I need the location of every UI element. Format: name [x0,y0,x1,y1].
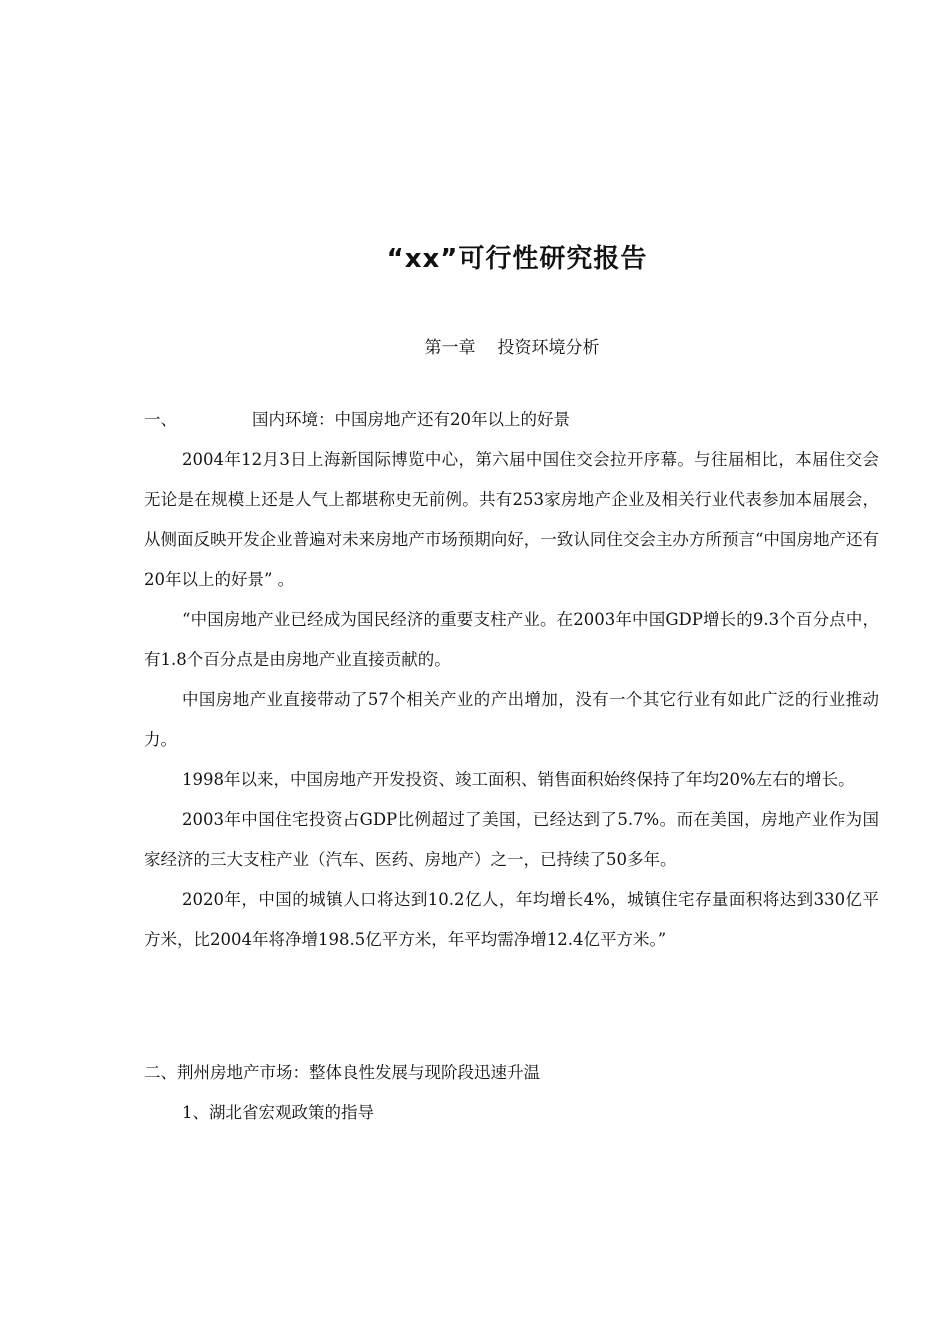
section-1-number: 一、 [144,410,177,429]
chapter-label: 第一章 [424,338,476,358]
section-2-heading: 二、荆州房地产市场：整体良性发展与现阶段迅速升温 [144,1063,540,1082]
paragraph: 2003年中国住宅投资占GDP比例超过了美国，已经达到了5.7%。而在美国，房地产业作为国家经济的三大支柱产业（汽车、医药、房地产）之一，已持续了50多年。 [144,810,879,869]
section-1-heading [144,400,879,440]
paragraph: 中国房地产业直接带动了57个相关产业的产出增加，没有一个其它行业有如此广泛的行业推动力。 [144,690,879,749]
paragraph: 2020年，中国的城镇人口将达到10.2亿人，年均增长4%，城镇住宅存量面积将达到330亿平方米，比2004年将净增198.5亿平方米，年平均需净增12.4亿平方米。” [144,890,879,949]
chapter-name: 投资环境分析 [497,338,600,358]
paragraph: 2004年12月3日上海新国际博览中心，第六届中国住交会拉开序幕。与往届相比，本届住交会无论是在规模上还是人气上都堪称史无前例。共有253家房地产企业及相关行业代表参加本届展会，从侧面反映开发企业普遍对未来房地产市场预期向好，一致认同住交会主办方所预言“中国房地产还有20年以上的好景” 。 [144,450,879,589]
paragraph: 1998年以来，中国房地产开发投资、竣工面积、销售面积始终保持了年均20%左右的增长。 [182,770,855,789]
paragraph: “中国房地产业已经成为国民经济的重要支柱产业。在2003年中国GDP增长的9.3个百分点中，有1.8个百分点是由房地产业直接贡献的。 [144,610,879,669]
chapter-heading [0,333,950,358]
document-title: “xx”可行性研究报告 [386,244,648,274]
section-2-subheading: 1、湖北省宏观政策的指导 [182,1103,374,1122]
section-2 [144,1053,879,1133]
section-1-title: 国内环境：中国房地产还有20年以上的好景 [252,410,570,429]
section-1 [144,400,879,960]
